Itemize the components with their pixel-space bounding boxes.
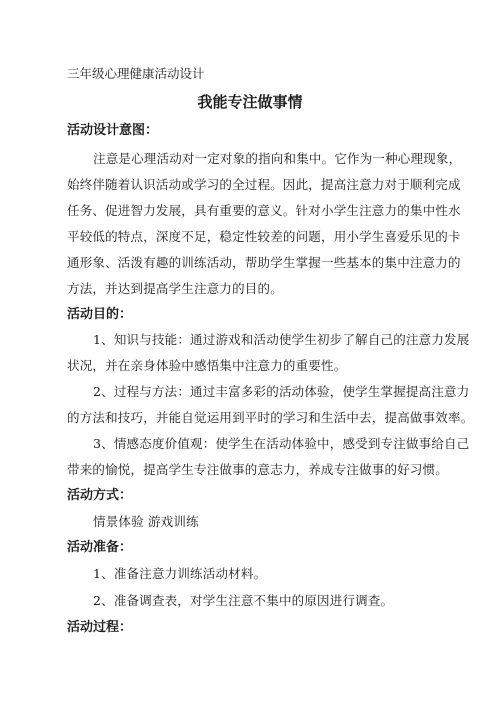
section-heading-purpose: 活动目的： bbox=[67, 307, 133, 322]
paragraph-line: 1、准备注意力训练活动材料。 bbox=[93, 566, 267, 581]
paragraph-line: 平较低的特点，深度不足，稳定性较差的问题，用小学生喜爱乐见的卡 bbox=[67, 229, 461, 244]
paragraph-line: 2、过程与方法：通过丰富多彩的活动体验，使学生掌握提高注意力 bbox=[93, 384, 470, 399]
paragraph-line: 的方法和技巧，并能自觉运用到平时的学习和生活中去，提高做事效率。 bbox=[67, 410, 474, 425]
paragraph-line: 任务、促进智力发展，具有重要的意义。针对小学生注意力的集中性水 bbox=[67, 203, 461, 218]
section-heading-method: 活动方式： bbox=[67, 488, 133, 503]
paragraph-line: 1、知识与技能：通过游戏和活动使学生初步了解自己的注意力发展 bbox=[93, 332, 470, 347]
paragraph-line: 带来的愉悦，提高学生专注做事的意志力，养成专注做事的好习惯。 bbox=[67, 462, 449, 477]
paragraph-line: 3、情感态度价值观：使学生在活动体验中，感受到专注做事给自己 bbox=[93, 436, 470, 451]
paragraph-line: 2、准备调查表，对学生注意不集中的原因进行调查。 bbox=[93, 593, 394, 608]
section-heading-process: 活动过程： bbox=[67, 620, 133, 635]
paragraph-line: 情景体验 游戏训练 bbox=[93, 514, 199, 529]
document-subtitle: 三年级心理健康活动设计 bbox=[67, 66, 205, 81]
paragraph-line: 方法，并达到提高学生注意力的目的。 bbox=[67, 281, 283, 296]
section-heading-intent: 活动设计意图： bbox=[67, 123, 159, 138]
section-heading-preparation: 活动准备： bbox=[67, 540, 133, 555]
paragraph-line: 注意是心理活动对一定对象的指向和集中。它作为一种心理现象， bbox=[93, 151, 462, 166]
paragraph-line: 通形象、活泼有趣的训练活动，帮助学生掌握一些基本的集中注意力的 bbox=[67, 255, 461, 270]
paragraph-line: 状况，并在亲身体验中感悟集中注意力的重要性。 bbox=[67, 358, 347, 373]
document-title: 我能专注做事情 bbox=[197, 93, 303, 111]
paragraph-line: 始终伴随着认识活动或学习的全过程。因此，提高注意力对于顺利完成 bbox=[67, 177, 461, 192]
